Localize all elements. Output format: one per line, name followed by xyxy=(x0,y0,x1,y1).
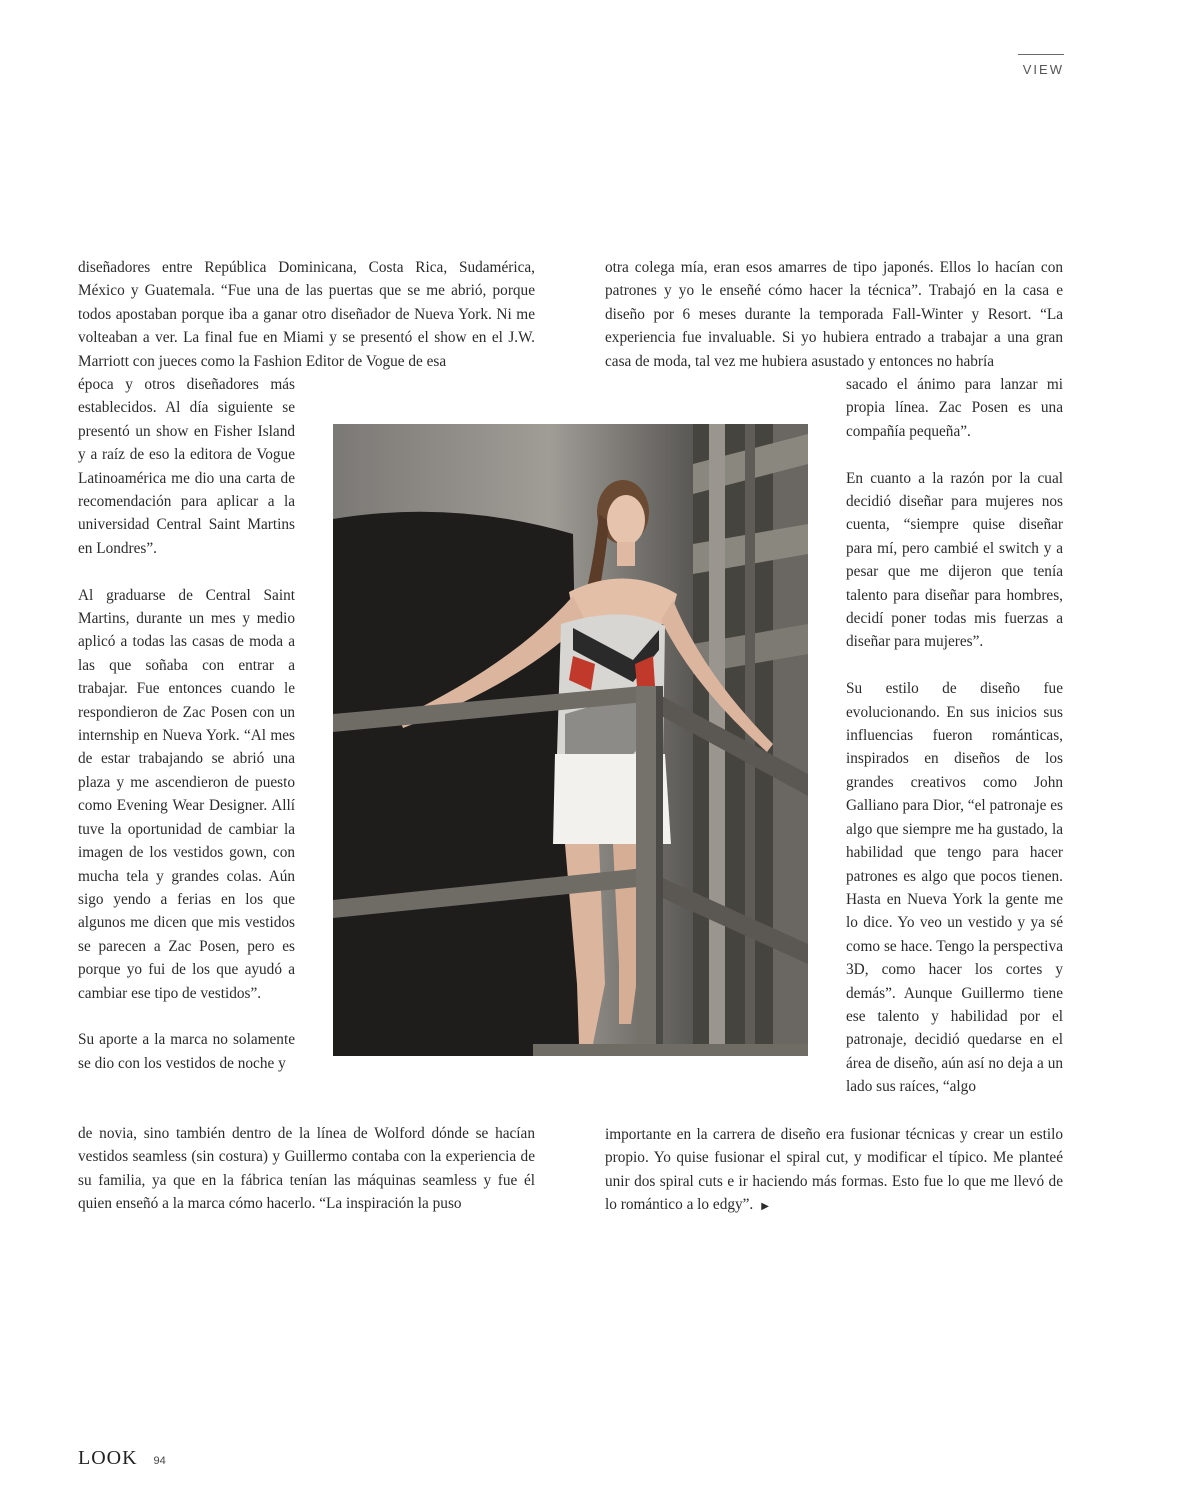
paragraph: época y otros diseñadores más establecidos. Al día siguiente se presentó un show en Fisher Island y a raíz de eso la editora de Vogue Latinoamérica me dio una carta de recomendación para aplicar a la universidad Central Saint Martins en Londres”. xyxy=(78,376,295,557)
paragraph: Al graduarse de Central Saint Martins, durante un mes y medio aplicó a todas las casas de moda a las que soñaba con entrar a trabajar. Fue entonces cuando le respondieron de Zac Posen con un internship en Nueva York. “Al mes de estar trabajando se abrió una plaza y me ascendieron de puesto como Evening Wear Designer. Allí tuve la oportunidad de cambiar la imagen de los vestidos gown, con mucha tela y grandes colas. Aún sigo yendo a ferias en los que algunos me dicen que mis vestidos se parecen a Zac Posen, pero es porque yo fui de los que ayudó a cambiar ese tipo de vestidos”. xyxy=(78,586,295,1002)
right-column-top-text xyxy=(605,256,1063,373)
section-label: VIEW xyxy=(1022,62,1064,77)
paragraph: sacado el ánimo para lanzar mi propia línea. Zac Posen es una compañía pequeña”. xyxy=(846,376,1063,440)
triangle-right-icon: ▶ xyxy=(761,1201,769,1213)
paragraph: de novia, sino también dentro de la línea de Wolford dónde se hacían vestidos seamless (sin costura) y Guillermo contaba con la experiencia de su familia, ya que en la fábrica tenían las máquinas seamless y fue él quien enseñó a la marca cómo hacerlo. “La inspiración la puso xyxy=(78,1125,535,1213)
left-column-bottom-text xyxy=(78,1122,535,1216)
page-footer xyxy=(78,1447,166,1470)
left-column-narrow-text xyxy=(78,373,295,1075)
section-tag xyxy=(1018,54,1064,77)
paragraph: En cuanto a la razón por la cual decidió diseñar para mujeres nos cuenta, “siempre quise diseñar para mí, pero cambié el switch y a pesar que me dijeron que tenía talento para diseñar para hombres, decidí poner todas mis fuerzas a diseñar para mujeres”. xyxy=(846,469,1063,651)
paragraph: Su estilo de diseño fue evolucionando. En sus inicios sus influencias fueron románticas, inspirados en diseños de los grandes creativos como John Galliano para Dior, “el patronaje es algo que siempre me ha gustado, la habilidad que tengo para hacer patrones es algo que pocos tienen. Hasta en Nueva York la gente me lo dice. Yo veo un vestido y ya sé como se hace. Tengo la perspectiva 3D, como hacer los cortes y demás”. Aunque Guillermo tiene ese talento y habilidad por el patronaje, decidió quedarse en el área de diseño, aún así no deja a un lado sus raíces, “algo xyxy=(846,680,1063,1096)
paragraph: otra colega mía, eran esos amarres de tipo japonés. Ellos lo hacían con patrones y yo le enseñé cómo hacer la técnica”. Trabajó en la casa e diseño por 6 meses durante la temporada Fall-Winter y Resort. “La experiencia fue invaluable. Si yo hubiera entrado a trabajar a una gran casa de moda, tal vez me hubiera asustado y entonces no habría xyxy=(605,259,1063,370)
section-rule xyxy=(1018,54,1064,55)
photo-illustration xyxy=(333,424,808,1056)
paragraph: diseñadores entre República Dominicana, Costa Rica, Sudamérica, México y Guatemala. “Fue una de las puertas que se me abrió, porque todos apostaban porque iba a ganar otro diseñador de Nueva York. Ni me volteaban a ver. La final fue en Miami y se presentó el show en el J.W. Marriott con jueces como la Fashion Editor de Vogue de esa xyxy=(78,259,535,370)
paragraph xyxy=(605,1123,1063,1219)
magazine-logo: LOOK xyxy=(78,1447,138,1469)
right-column-narrow-text xyxy=(846,373,1063,1099)
closing-paragraph-text: importante en la carrera de diseño era fusionar técnicas y crear un estilo propio. Yo quise fusionar el spiral cut, y modificar el típico. Me planteé unir dos spiral cuts e ir haciendo más formas. Esto fue lo que me llevó de lo romántico a lo edgy”. xyxy=(605,1126,1063,1214)
left-column-top-text xyxy=(78,256,535,373)
paragraph: Su aporte a la marca no solamente se dio con los vestidos de noche y xyxy=(78,1031,295,1072)
right-column-bottom-text xyxy=(605,1123,1063,1219)
page-number: 94 xyxy=(153,1455,166,1467)
fashion-photo xyxy=(333,424,808,1056)
